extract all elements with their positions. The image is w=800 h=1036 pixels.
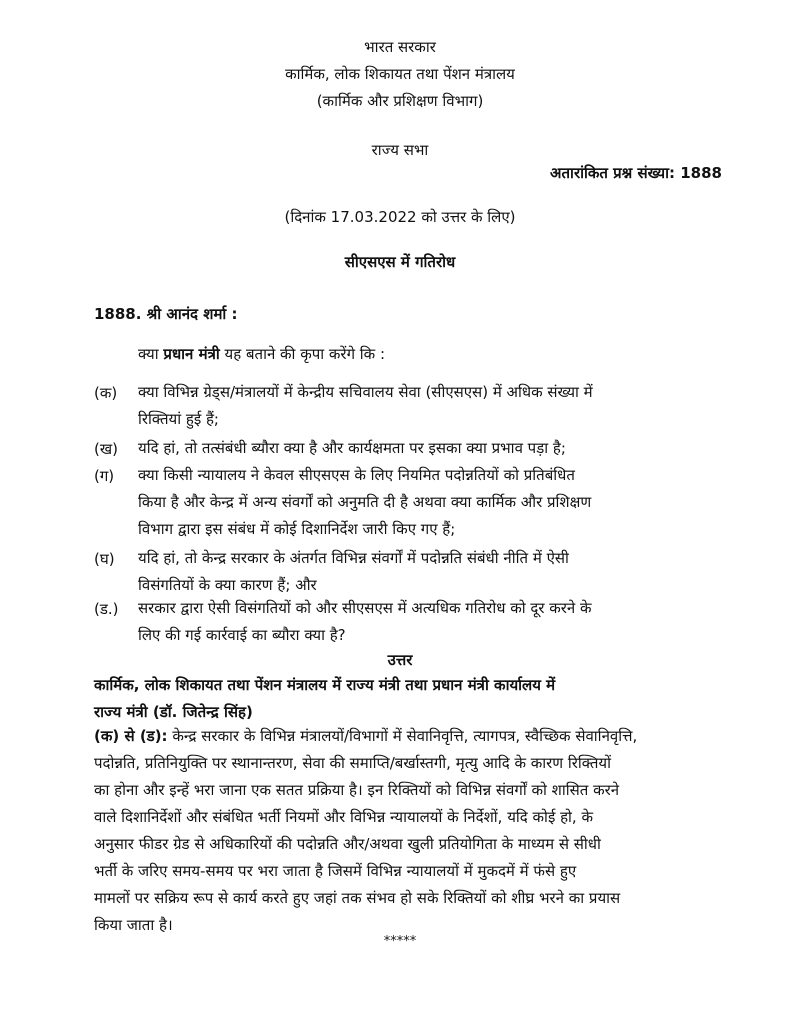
question-line: विसंगतियों के क्या कारण हैं; और — [138, 576, 317, 594]
question-label-ka: (क) — [94, 384, 118, 402]
answer-line: पदोन्नति, प्रतिनियुक्ति पर स्थानान्तरण, सेवा की समाप्ति/बर्खास्तगी, मृत्यु आदि के कारण रिक्तियों — [94, 754, 611, 772]
answer-line: का होना और इन्हें भरा जाना एक सतत प्रक्रिया है। इन रिक्तियों को विभिन्न संवर्गों को शासित करने — [94, 781, 620, 799]
answer-line: अनुसार फीडर ग्रेड से अधिकारियों की पदोन्नति और/अथवा खुली प्रतियोगिता के माध्यम से सीधी — [94, 835, 601, 853]
question-text-gha — [138, 545, 724, 599]
question-line: लिए की गई कार्रवाई का ब्यौरा क्या है? — [138, 626, 346, 644]
question-intro — [138, 344, 385, 364]
question-number — [550, 163, 722, 183]
question-label-kha: (ख) — [94, 440, 118, 458]
answer-line: भर्ती के जरिए समय-समय पर भरा जाता है जिसमें विभिन्न न्यायालयों में मुकदमें में फंसे हुए — [94, 862, 577, 880]
question-text-ka — [138, 379, 724, 433]
question-text-ga — [138, 462, 724, 543]
intro-pm: प्रधान मंत्री — [163, 345, 220, 363]
header-department: (कार्मिक और प्रशिक्षण विभाग) — [316, 92, 484, 110]
question-line: यदि हां, तो केन्द्र सरकार के अंतर्गत विभिन्न संवर्गों में पदोन्नति संबंधी नीति में ऐसी — [138, 549, 569, 567]
question-line: यदि हां, तो तत्संबंधी ब्यौरा क्या है और कार्यक्षमता पर इसका क्या प्रभाव पड़ा है; — [138, 439, 566, 457]
question-label-ga: (ग) — [94, 467, 115, 485]
house-name: राज्य सभा — [371, 141, 429, 159]
answer-minister — [94, 672, 724, 726]
question-line: क्या विभिन्न ग्रेड्स/मंत्रालयों में केन्द्रीय सचिवालय सेवा (सीएसएस) में अधिक संख्या में — [138, 383, 593, 401]
question-line: रिक्तियां हुई हैं; — [138, 410, 219, 428]
end-mark: ***** — [383, 934, 417, 949]
intro-before: क्या — [138, 345, 159, 363]
question-line: क्या किसी न्यायालय ने केवल सीएसएस के लिए नियमित पदोन्नतियों को प्रतिबंधित — [138, 466, 575, 484]
minister-line: कार्मिक, लोक शिकायत तथा पेंशन मंत्रालय में राज्य मंत्री तथा प्रधान मंत्री कार्यालय में — [94, 676, 556, 694]
intro-after: यह बताने की कृपा करेंगे कि : — [224, 345, 386, 363]
answer-line: मामलों पर सक्रिय रूप से कार्य करते हुए जहां तक संभव हो सके रिक्तियों को शीघ्र भरने का प्रयास — [94, 889, 621, 907]
header-ministry: कार्मिक, लोक शिकायत तथा पेंशन मंत्रालय — [285, 65, 515, 83]
answer-heading: उत्तर — [387, 651, 413, 669]
question-line: विभाग द्वारा इस संबंध में कोई दिशानिर्देश जारी किए गए हैं; — [138, 520, 456, 538]
answer-date: (दिनांक 17.03.2022 को उत्तर के लिए) — [284, 208, 516, 226]
question-text-kha — [138, 435, 724, 462]
question-number-label: अतारांकित प्रश्न संख्या: — [550, 164, 676, 182]
asker-name: 1888. श्री आनंद शर्मा : — [94, 305, 238, 323]
answer-line: केन्द्र सरकार के विभिन्न मंत्रालयों/विभागों में सेवानिवृत्ति, त्यागपत्र, स्वैच्छिक सेवानिवृत्ति, — [172, 727, 638, 745]
answer-prefix: (क) से (ड): — [94, 727, 168, 745]
question-label-nga: (ड.) — [94, 600, 119, 618]
question-label-gha: (घ) — [94, 550, 115, 568]
header-government: भारत सरकार — [364, 38, 436, 56]
minister-line: राज्य मंत्री (डॉ. जितेन्द्र सिंह) — [94, 703, 253, 721]
question-number-value: 1888 — [680, 164, 722, 182]
answer-line: वाले दिशानिर्देशों और संबंधित भर्ती नियमों और विभिन्न न्यायालयों के निर्देशों, यदि कोई हो, के — [94, 808, 593, 826]
answer-body — [94, 723, 724, 939]
subject-title: सीएसएस में गतिरोध — [344, 253, 456, 271]
question-text-nga — [138, 595, 724, 649]
question-line: किया है और केन्द्र में अन्य संवर्गों को अनुमति दी है अथवा क्या कार्मिक और प्रशिक्षण — [138, 493, 592, 511]
question-line: सरकार द्वारा ऐसी विसंगतियों को और सीएसएस में अत्यधिक गतिरोध को दूर करने के — [138, 599, 592, 617]
answer-line: किया जाता है। — [94, 916, 173, 934]
